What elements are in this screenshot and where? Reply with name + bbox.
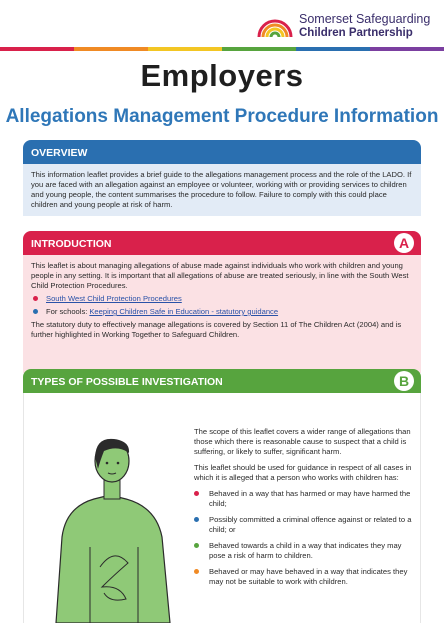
investigation-bullet (194, 489, 412, 509)
investigation-body (23, 393, 421, 623)
introduction-body (23, 255, 421, 373)
investigation-paragraph-2: This leaflet should be used for guidance in respect of all cases in which it is alleged that a person who works with children has: (194, 463, 412, 482)
stripe-segment (296, 47, 370, 51)
stripe-segment (0, 47, 74, 51)
overview-section (23, 140, 421, 216)
investigation-text (194, 427, 412, 593)
overview-body: This information leaflet provides a brief guide to the allegations management process and the role of the LADO. If you are faced with an allegation against an employee or volunteer, working with or providing services to children and young people, the content summarises the procedure to follow. Failure to comply with this could place children and young people at risk of harm. (23, 164, 421, 216)
bullet-dot-icon (194, 569, 199, 574)
investigation-bullet (194, 541, 412, 561)
bullet-text: Behaved or may have behaved in a way that indicates they may not be suitable to work with children. (209, 567, 408, 586)
section-badge-b: B (394, 371, 414, 391)
logo (256, 10, 436, 42)
person-illustration-icon (54, 427, 174, 623)
bullet-text: Behaved towards a child in a way that indicates they may pose a risk of harm to children. (209, 541, 402, 560)
investigation-header (23, 369, 421, 393)
bullet-text: Possibly committed a criminal offence against or related to a child; or (209, 515, 412, 534)
investigation-paragraph-1: The scope of this leaflet covers a wider range of allegations than those which there is reasonable cause to suspect that a child is suffering, or likely to suffer, significant harm. (194, 427, 411, 456)
swcpp-link[interactable]: South West Child Protection Procedures (46, 294, 182, 303)
rainbow-logo-icon (256, 12, 294, 38)
page-subtitle: Allegations Management Procedure Information (5, 106, 439, 127)
bullet-dot-icon (33, 296, 38, 301)
stripe-segment (222, 47, 296, 51)
investigation-bullet (194, 567, 412, 587)
introduction-heading: INTRODUCTION (31, 238, 112, 250)
kcsie-link[interactable]: Keeping Children Safe in Education - statutory guidance (89, 307, 279, 316)
introduction-section (23, 231, 421, 373)
link-item-swcpp (31, 294, 413, 304)
page-title: Employers (140, 58, 304, 93)
logo-name-line1: Somerset Safeguarding (299, 12, 431, 26)
bullet-dot-icon (194, 543, 199, 548)
investigation-heading: TYPES OF POSSIBLE INVESTIGATION (31, 376, 223, 388)
bullet-dot-icon (194, 491, 199, 496)
rainbow-stripe (0, 47, 444, 51)
kcsie-prefix: For schools: (46, 307, 88, 316)
bullet-dot-icon (33, 309, 38, 314)
bullet-text: Behaved in a way that has harmed or may have harmed the child; (209, 489, 411, 508)
introduction-header (23, 231, 421, 255)
bullet-dot-icon (194, 517, 199, 522)
stripe-segment (148, 47, 222, 51)
stripe-segment (370, 47, 444, 51)
logo-name-line2: Children Partnership (299, 27, 413, 39)
investigation-section (23, 369, 421, 623)
stripe-segment (74, 47, 148, 51)
introduction-paragraph-2: The statutory duty to effectively manage allegations is covered by Section 11 of The Children Act (2004) and is further highlighted in Working Together to Safeguard Children. (31, 320, 402, 339)
section-badge-a: A (394, 233, 414, 253)
link-item-kcsie (31, 307, 413, 317)
overview-heading: OVERVIEW (23, 140, 421, 164)
introduction-paragraph-1: This leaflet is about managing allegations of abuse made against individuals who work with children and young people in any setting. It is important that all allegations of abuse are treated seriously, in line with the South West Child Protection Procedures. (31, 261, 409, 290)
investigation-bullet (194, 515, 412, 535)
